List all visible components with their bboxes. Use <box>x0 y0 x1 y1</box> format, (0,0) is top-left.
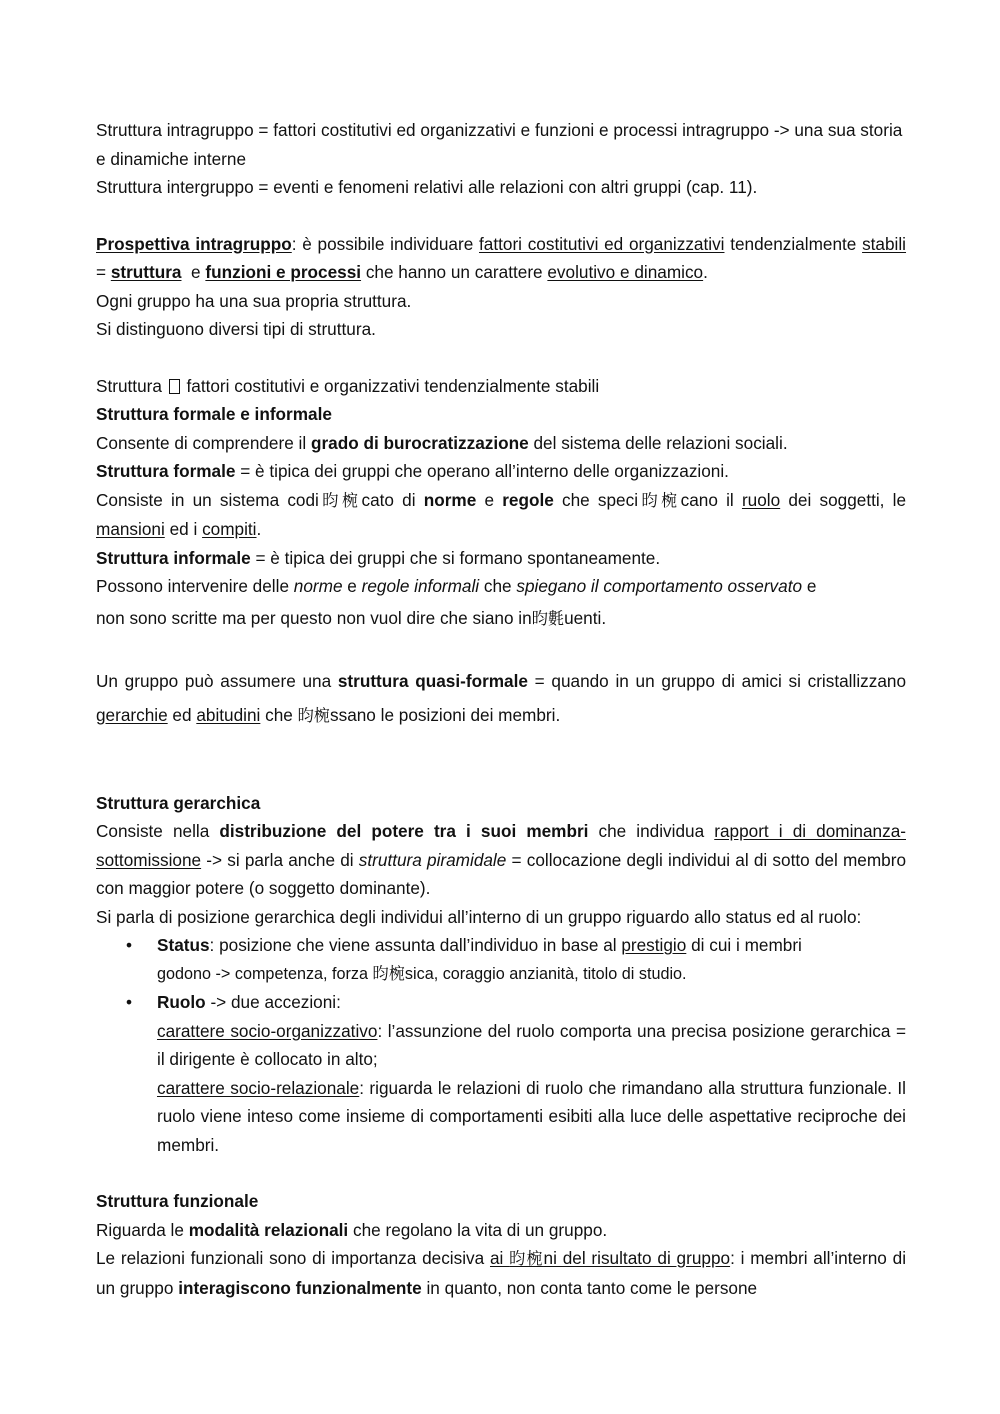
italic-run: norme <box>293 576 343 596</box>
sistema-codificato-paragraph <box>96 486 906 544</box>
text-run: in quanto, non conta tanto come le persone <box>421 1277 758 1298</box>
underlined-run: mansioni <box>96 519 165 539</box>
text-run: -> si parla anche di <box>201 849 359 870</box>
intro-paragraph <box>96 116 906 202</box>
status-term: Status <box>157 935 210 955</box>
text-run: : posizione che viene assunta dall’individuo in base al <box>209 935 622 955</box>
spacer <box>96 202 906 230</box>
spacer <box>96 733 906 789</box>
text-run: = collocazione degli individui al di sotto del membro con maggior potere (o soggetto dominante). <box>96 849 907 898</box>
ruolo-line <box>157 988 906 1017</box>
text-run: Consente di comprendere il <box>96 432 311 453</box>
text-run: che <box>260 704 298 725</box>
bold-run: modalità relazionali <box>188 1219 349 1240</box>
underlined-run: gerarchie <box>96 704 168 725</box>
bold-underlined-run: funzioni e processi <box>205 262 362 282</box>
text-run: = quando in un gruppo di amici si cristallizzano <box>527 670 906 691</box>
underlined-run: compiti <box>202 519 257 539</box>
gruppo-struttura-line: Ogni gruppo ha una sua propria struttura. <box>96 290 412 311</box>
text-run: che regolano la vita di un gruppo. <box>348 1219 608 1240</box>
underlined-run: carattere socio-organizzativo <box>157 1020 378 1041</box>
text-run: di cui i membri <box>686 935 802 955</box>
bold-run: grado di burocratizzazione <box>310 432 529 453</box>
text-run: uenti. <box>564 607 607 628</box>
broken-ligature: 昀椀 <box>372 964 405 983</box>
underlined-run: evolutivo e dinamico <box>547 262 704 282</box>
text-run: . <box>703 262 708 282</box>
broken-ligature: 昀氀 <box>531 609 565 628</box>
text-run: cato di <box>361 489 424 510</box>
broken-ligature: 昀椀 <box>509 1250 544 1268</box>
text-run: ed i <box>164 519 203 539</box>
text-run: e <box>181 262 206 282</box>
text-run: ni del risultato di gruppo <box>543 1248 731 1268</box>
relazioni-funzionali-paragraph <box>96 1244 906 1302</box>
text-run: ed <box>167 704 197 725</box>
text-run: tendenzialmente <box>724 233 863 254</box>
distribuzione-potere-paragraph <box>96 817 906 903</box>
text-run: : l’assunzione del ruolo comporta una precisa posizione gerarchica = il dirigente è collocato in alto; <box>157 1020 906 1069</box>
list-item-status <box>96 931 906 988</box>
status-ruolo-list <box>96 931 906 1159</box>
broken-ligature: 昀椀 <box>318 491 362 510</box>
norme-informali-line <box>96 572 906 601</box>
spacer <box>96 636 906 664</box>
struttura-symbol-line <box>96 372 906 401</box>
underlined-run: prestigio <box>621 935 687 955</box>
text-run: del sistema delle relazioni sociali. <box>528 432 788 453</box>
bold-underlined-run: struttura <box>110 262 182 282</box>
text-run: : è possibile individuare <box>291 233 479 254</box>
text-run: fattori costitutivi e organizzativi tendenzialmente stabili <box>186 375 600 396</box>
text-run: = <box>96 262 111 282</box>
text-run: . <box>256 519 262 539</box>
bold-run: interagiscono funzionalmente <box>178 1277 422 1298</box>
struttura-informale-line <box>96 544 906 573</box>
underlined-run: stabili <box>862 233 907 254</box>
underlined-run: rapport i di dominanza-sottomissione <box>96 821 906 870</box>
text-run: Possono intervenire delle <box>96 576 294 596</box>
document-page <box>96 116 906 1302</box>
underlined-run: ruolo <box>741 489 781 510</box>
intergruppo-definition: Struttura intergruppo = eventi e fenomeni relativi alle relazioni con altri gruppi (cap. 11). <box>96 177 758 197</box>
socio-organizzativo-paragraph <box>157 1017 906 1074</box>
bullet-icon: • <box>126 992 133 1012</box>
intragruppo-definition: Struttura intragruppo = fattori costitutivi ed organizzativi e funzioni e processi intragruppo -> una sua storia e dinamiche interne <box>96 120 903 169</box>
socio-relazionale-paragraph <box>157 1074 906 1160</box>
text-run: che hanno un carattere <box>361 262 548 282</box>
broken-ligature: 昀椀 <box>297 706 330 725</box>
ruolo-term: Ruolo <box>157 992 206 1012</box>
text-run: Consiste in un sistema codi <box>96 489 319 510</box>
struttura-formale-term: Struttura formale <box>96 461 236 481</box>
italic-run: spiegano il comportamento osservato <box>516 576 803 596</box>
struttura-informale-term: Struttura informale <box>96 547 251 568</box>
text-run: e <box>802 576 817 596</box>
text-run: -> due accezioni: <box>205 992 341 1012</box>
underlined-run: fattori costitutivi ed organizzativi <box>479 233 725 254</box>
broken-ligature: 昀椀 <box>638 491 681 510</box>
missing-glyph-icon <box>169 379 180 394</box>
underlined-run: abitudini <box>196 704 261 725</box>
status-line <box>157 931 906 960</box>
text-run: che <box>479 576 517 596</box>
text-run: = è tipica dei gruppi che operano all’interno delle organizzazioni. <box>235 461 729 481</box>
italic-run: regole informali <box>361 576 480 596</box>
bold-run: distribuzione del potere tra i suoi membri <box>219 821 589 841</box>
text-run: e <box>476 489 503 510</box>
status-examples-line <box>157 960 906 989</box>
text-run: Le relazioni funzionali sono di importanza decisiva <box>96 1248 490 1268</box>
prospettiva-term: Prospettiva intragruppo <box>96 233 292 254</box>
text-run: godono -> competenza, forza <box>157 964 373 983</box>
section-heading-formale: Struttura formale e informale <box>96 404 332 424</box>
text-run: : i membri all’interno di un gruppo <box>96 1248 907 1298</box>
text-run: cano il <box>680 489 742 510</box>
text-run: non sono scritte ma per questo non vuol dire che siano in <box>96 607 532 628</box>
italic-run: struttura piramidale <box>358 849 507 870</box>
text-run: che individua <box>588 821 715 841</box>
text-run: Struttura <box>96 375 162 396</box>
underlined-run: carattere socio-relazionale <box>157 1077 360 1098</box>
non-scritte-line <box>96 601 906 636</box>
prospettiva-paragraph <box>96 230 906 287</box>
text-run: ssano le posizioni dei membri. <box>330 704 561 725</box>
text-run: ai <box>489 1248 510 1268</box>
tipi-struttura-line: Si distinguono diversi tipi di struttura. <box>96 319 376 339</box>
underlined-run <box>490 1248 730 1268</box>
bold-run: regole <box>502 489 554 510</box>
struttura-formale-line <box>96 457 906 486</box>
text-run: dei soggetti, le <box>780 489 907 510</box>
text-run: e <box>342 576 362 596</box>
text-run: sica, coraggio anzianità, titolo di studio. <box>404 964 687 983</box>
list-item-ruolo <box>96 988 906 1159</box>
modalita-relazionali-line <box>96 1216 906 1245</box>
text-run: Un gruppo può assumere una <box>96 670 338 691</box>
spacer <box>96 344 906 372</box>
bullet-icon: • <box>126 935 133 955</box>
bold-run: struttura quasi-formale <box>337 670 528 691</box>
text-run: : riguarda le relazioni di ruolo che rimandano alla struttura funzionale. Il ruolo viene inteso come insieme di comportamenti esibiti alla luce delle aspettative reciproche dei membri. <box>157 1077 907 1155</box>
posizione-gerarchica-paragraph: Si parla di posizione gerarchica degli individui all’interno di un gruppo riguardo allo status ed al ruolo: <box>96 906 862 927</box>
text-run: che speci <box>553 489 639 510</box>
bold-run: norme <box>423 489 477 510</box>
section-heading-funzionale: Struttura funzionale <box>96 1191 259 1211</box>
text-run: Consiste nella <box>96 821 220 841</box>
quasi-formale-paragraph <box>96 664 906 733</box>
spacer <box>96 1159 906 1187</box>
text-run: = è tipica dei gruppi che si formano spontaneamente. <box>250 547 661 568</box>
text-run: Riguarda le <box>96 1219 189 1240</box>
burocratizzazione-line <box>96 429 906 458</box>
section-heading-gerarchica: Struttura gerarchica <box>96 792 261 813</box>
